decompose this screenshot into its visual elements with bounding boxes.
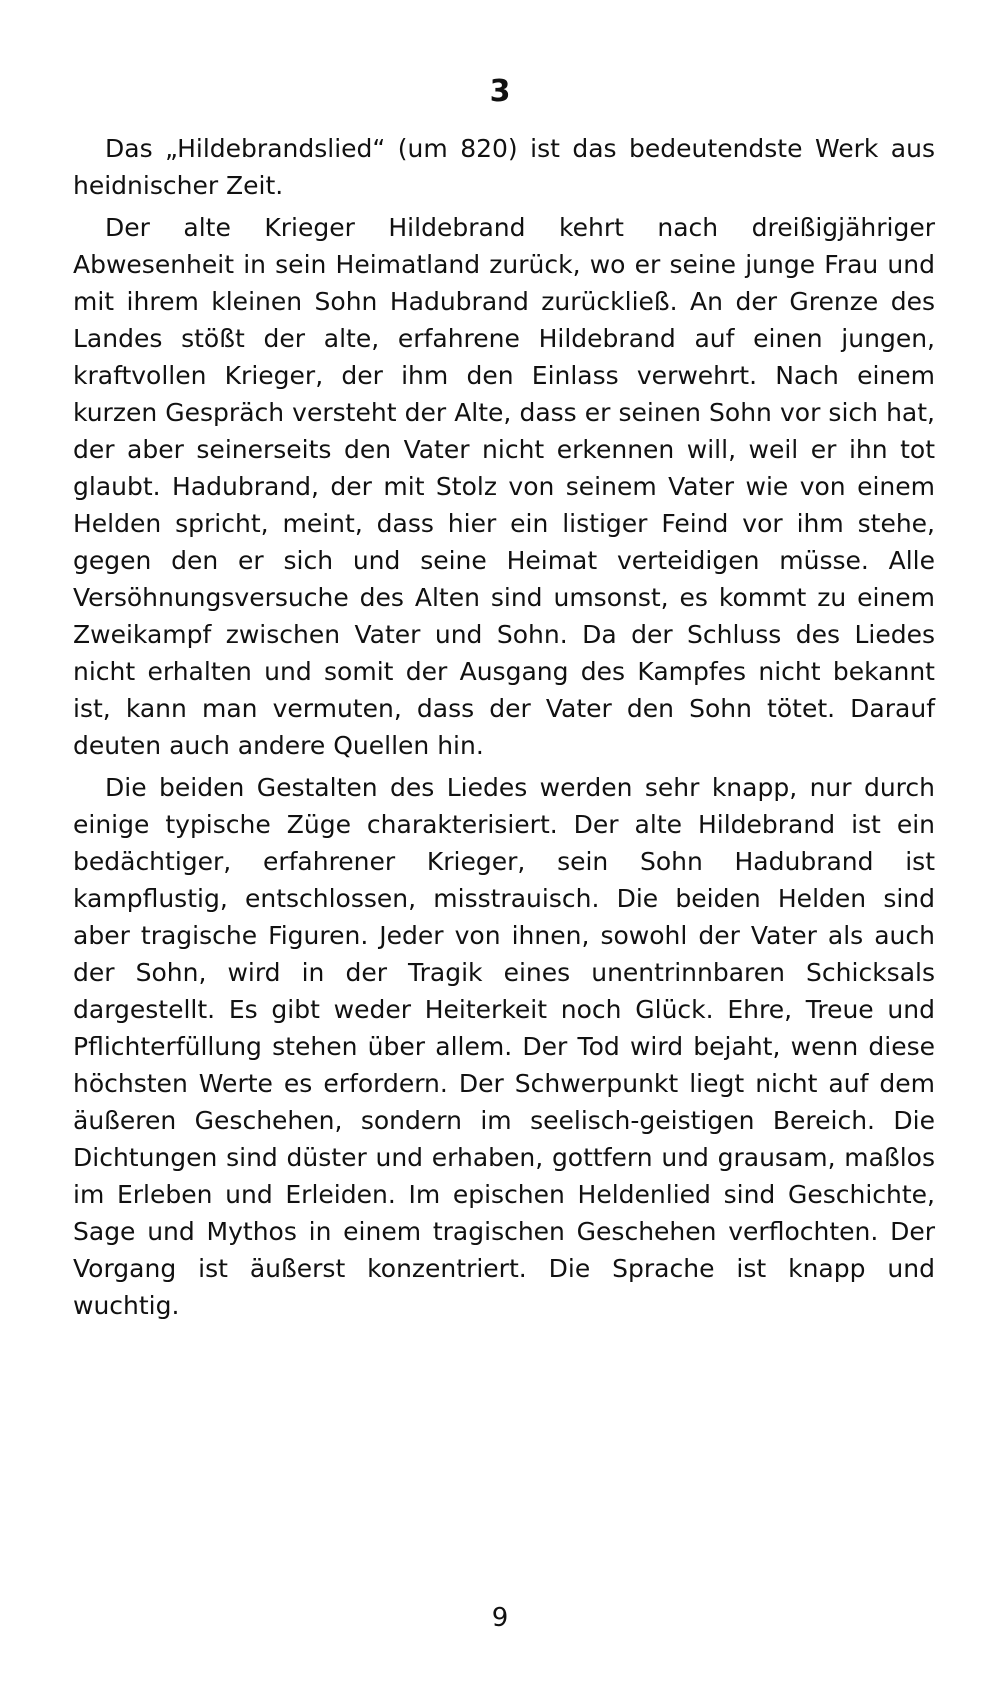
paragraph-3: Die beiden Gestalten des Liedes werden sehr knapp, nur durch einige typische Züge charakterisiert. Der alte Hildebrand ist ein bedächtiger, erfahrener Krieger, sein Sohn Hadubrand ist kampflustig, entschlossen, misstrauisch. Die beiden Helden sind aber tragische Figuren. Jeder von ihnen, sowohl der Vater als auch der Sohn, wird in der Tragik eines unentrinnbaren Schicksals dargestellt. Es gibt weder Heiterkeit noch Glück. Ehre, Treue und Pflichterfüllung stehen über allem. Der Tod wird bejaht, wenn diese höchsten Werte es erfordern. Der Schwerpunkt liegt nicht auf dem äußeren Geschehen, sondern im seelisch-geistigen Bereich. Die Dichtungen sind düster und erhaben, gottfern und grausam, maßlos im Erleben und Erleiden. Im epischen Heldenlied sind Geschichte, Sage und Mythos in einem tragischen Geschehen verflochten. Der Vorgang ist äußerst konzentriert. Die Sprache ist knapp und wuchtig. — [73, 773, 935, 1320]
paragraph-1: Das „Hildebrandslied“ (um 820) ist das bedeutendste Werk aus heidnischer Zeit. — [73, 134, 935, 200]
paragraph-2: Der alte Krieger Hildebrand kehrt nach dreißigjähriger Abwesenheit in sein Heimatland zurück, wo er seine junge Frau und mit ihrem kleinen Sohn Hadubrand zurückließ. An der Grenze des Landes stößt der alte, erfahrene Hildebrand auf einen jungen, kraftvollen Krieger, der ihm den Einlass verwehrt. Nach einem kurzen Gespräch versteht der Alte, dass er seinen Sohn vor sich hat, der aber seinerseits den Vater nicht erkennen will, weil er ihn tot glaubt. Hadubrand, der mit Stolz von seinem Vater wie von einem Helden spricht, meint, dass hier ein listiger Feind vor ihm stehe, gegen den er sich und seine Heimat verteidigen müsse. Alle Versöhnungsversuche des Alten sind umsonst, es kommt zu einem Zweikampf zwischen Vater und Sohn. Da der Schluss des Liedes nicht erhalten und somit der Ausgang des Kampfes nicht bekannt ist, kann man vermuten, dass der Vater den Sohn tötet. Darauf deuten auch andere Quellen hin. — [73, 213, 935, 760]
chapter-number: 3 — [489, 74, 511, 109]
page-number: 9 — [491, 1603, 509, 1633]
body-text — [73, 130, 935, 1329]
